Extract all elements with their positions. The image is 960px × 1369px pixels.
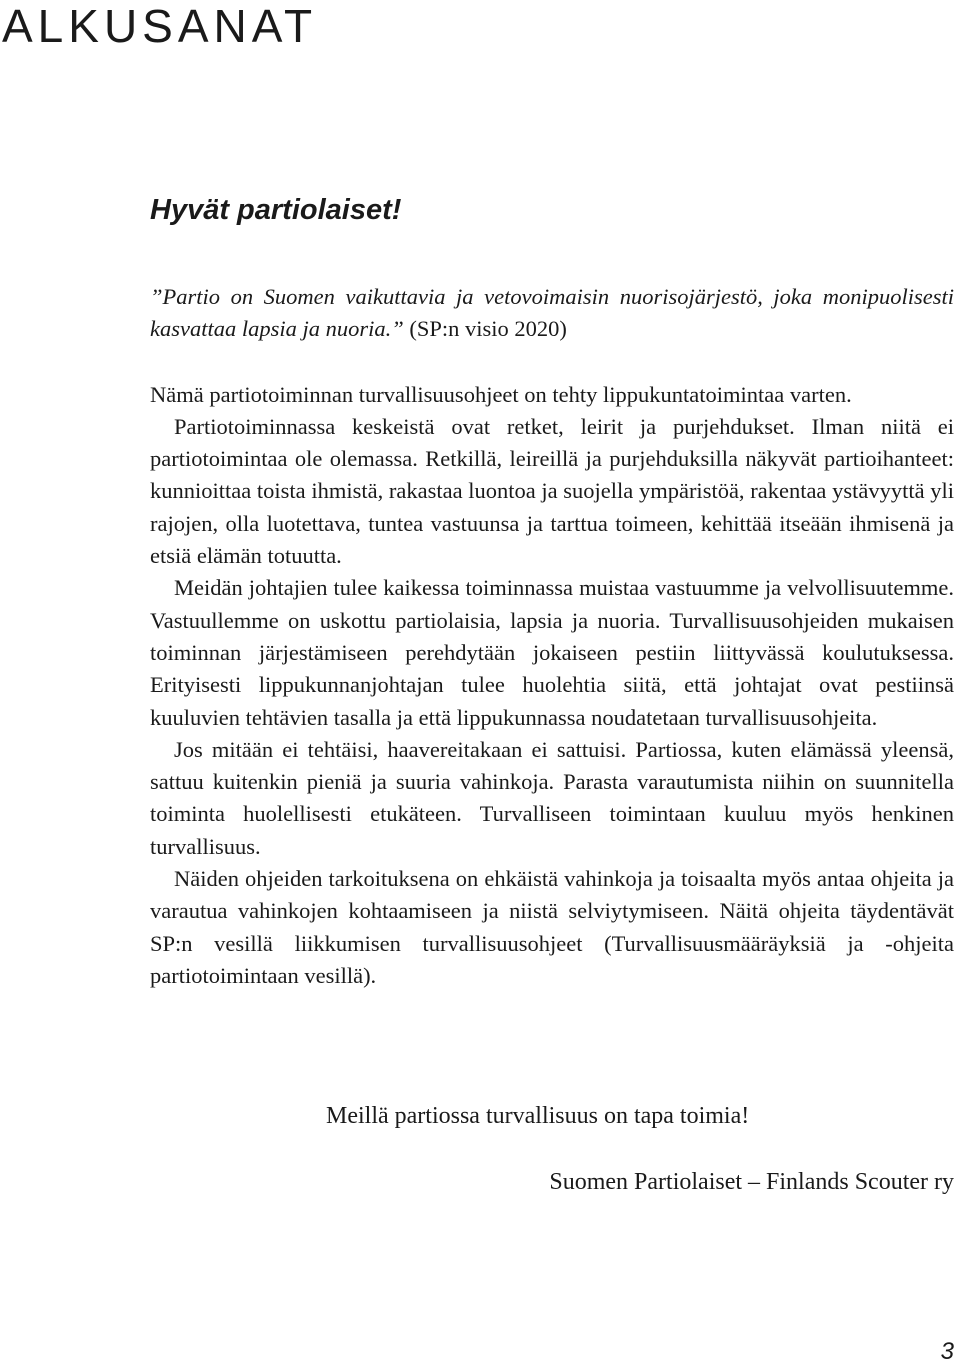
body-text xyxy=(150,281,954,992)
signature: Suomen Partiolaiset – Finlands Scouter ry xyxy=(549,1169,954,1195)
paragraph-accidents: Jos mitään ei tehtäisi, haavereitakaan ei sattuisi. Partiossa, kuten elämässä yleensä, sattuu kuitenkin pieniä ja suuria vahinkoja. Parasta varautumista niihin on suunnitella toiminta huolellisesti etukäteen. Turvalliseen toimintaan kuuluu myös henkinen turvallisuus. xyxy=(150,736,954,859)
paragraph-purpose: Näiden ohjeiden tarkoituksena on ehkäistä vahinkoja ja toisaalta myös antaa ohjeita ja varautua vahinkojen kohtaamiseen ja niistä selviytymiseen. Näitä ohjeita täydentävät SP:n vesillä liikkumisen turvallisuusohjeet (Turvallisuusmääräyksiä ja -ohjeita partiotoimintaan vesillä). xyxy=(150,866,954,988)
paragraph-responsibility: Meidän johtajien tulee kaikessa toiminnassa muistaa vastuumme ja velvollisuutemme. Vastuullemme on uskottu partiolaisia, lapsia ja nuoria. Turvallisuusohjeiden mukaisen toiminnan järjestämiseen perehdytään jokaiseen pestiin liittyvässä koulutuksessa. Erityisesti lippukunnanjohtajan tulee huolehtia siitä, että johtajat ovat pestiinsä kuuluvien tehtävien tasalla ja että lippukunnassa noudatetaan turvallisuusohjeita. xyxy=(150,575,954,730)
page-heading: ALKUSANAT xyxy=(2,0,318,52)
paragraph-activities: Partiotoiminnassa keskeistä ovat retket, leirit ja purjehdukset. Ilman niitä ei partiotoimintaa ole olemassa. Retkillä, leireillä ja purjehduksilla näkyvät partioihanteet: kunnioittaa toista ihmistä, rakastaa luontoa ja suojella ympäristöä, rakentaa ystävyyttä yli rajojen, olla luotettava, tuntea vastuunsa ja tarttua toimeen, kehittää itseään ihmisenä ja etsiä elämän totuutta. xyxy=(150,413,954,569)
greeting: Hyvät partiolaiset! xyxy=(150,194,402,226)
vision-paragraph xyxy=(150,281,954,346)
vision-quote: ”Partio on Suomen vaikuttavia ja vetovoimaisin nuorisojärjestö, joka monipuolisesti kasvattaa lapsia ja nuoria.” xyxy=(150,284,954,342)
page-number: 3 xyxy=(940,1338,954,1365)
paragraph-intro: Nämä partiotoiminnan turvallisuusohjeet on tehty lippukuntatoimintaa varten. xyxy=(150,381,852,407)
motto: Meillä partiossa turvallisuus on tapa toimia! xyxy=(326,1103,750,1129)
vision-source: (SP:n visio 2020) xyxy=(403,316,567,342)
